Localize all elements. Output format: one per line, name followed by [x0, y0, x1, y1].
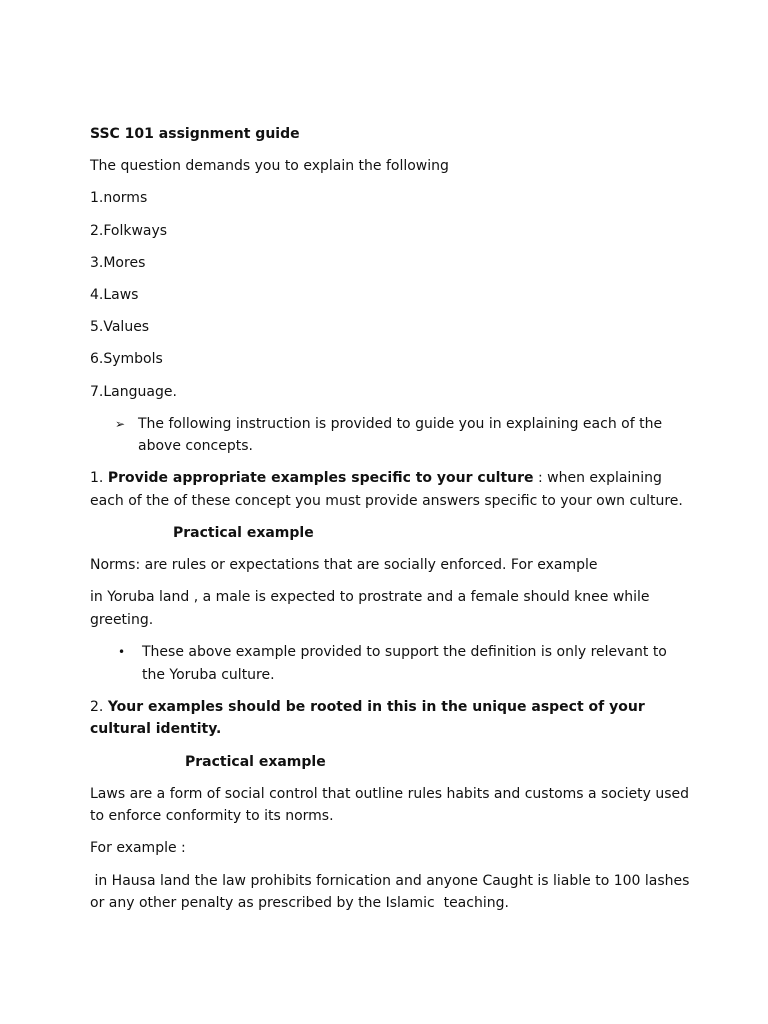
point-1-number: 1.: [90, 470, 104, 487]
practical-example-heading-1: Practical example: [173, 525, 314, 542]
list-item-symbols: 6.Symbols: [90, 351, 163, 368]
document-page: [90, 123, 694, 924]
intro-text: The question demands you to explain the following: [90, 158, 449, 175]
hausa-example: in Hausa land the law prohibits fornication and anyone Caught is liable to 100 lashes or any other penalty as prescribed by the Islamic teaching.: [90, 872, 694, 912]
instruction-text: The following instruction is provided to guide you in explaining each of the above concepts.: [138, 415, 663, 455]
laws-definition: Laws are a form of social control that outline rules habits and customs a society used to enforce conformity to its norms.: [90, 785, 690, 825]
list-item-norms: 1.norms: [90, 190, 148, 207]
yoruba-note-bullet: [90, 641, 690, 686]
list-item-laws: 4.Laws: [90, 286, 139, 303]
dot-bullet-icon: •: [118, 645, 126, 660]
list-item-folkways: 2.Folkways: [90, 222, 168, 239]
list-item-mores: 3.Mores: [90, 254, 146, 271]
yoruba-note-text: These above example provided to support the definition is only relevant to the Yoruba culture.: [142, 644, 667, 683]
yoruba-example: in Yoruba land , a male is expected to prostrate and a female should knee while greeting.: [90, 589, 650, 628]
instruction-bullet: [90, 413, 690, 458]
point-2-number: 2.: [90, 698, 104, 715]
list-item-values: 5.Values: [90, 319, 150, 336]
norms-definition: Norms: are rules or expectations that are socially enforced. For example: [90, 557, 598, 574]
point-1-heading: Provide appropriate examples specific to your culture: [107, 470, 534, 487]
arrow-bullet-icon: ➢: [115, 416, 126, 431]
point-1: [90, 467, 690, 512]
for-example-label: For example :: [90, 840, 186, 857]
list-item-language: 7.Language.: [90, 383, 177, 400]
point-1-text: : when explaining each of the of these concept you must provide answers specific to your own culture.: [90, 470, 683, 509]
practical-example-heading-2: Practical example: [185, 753, 326, 770]
document-title: SSC 101 assignment guide: [90, 126, 300, 142]
point-2-heading: Your examples should be rooted in this in the unique aspect of your cultural identity.: [90, 698, 645, 738]
point-2: [90, 696, 690, 741]
